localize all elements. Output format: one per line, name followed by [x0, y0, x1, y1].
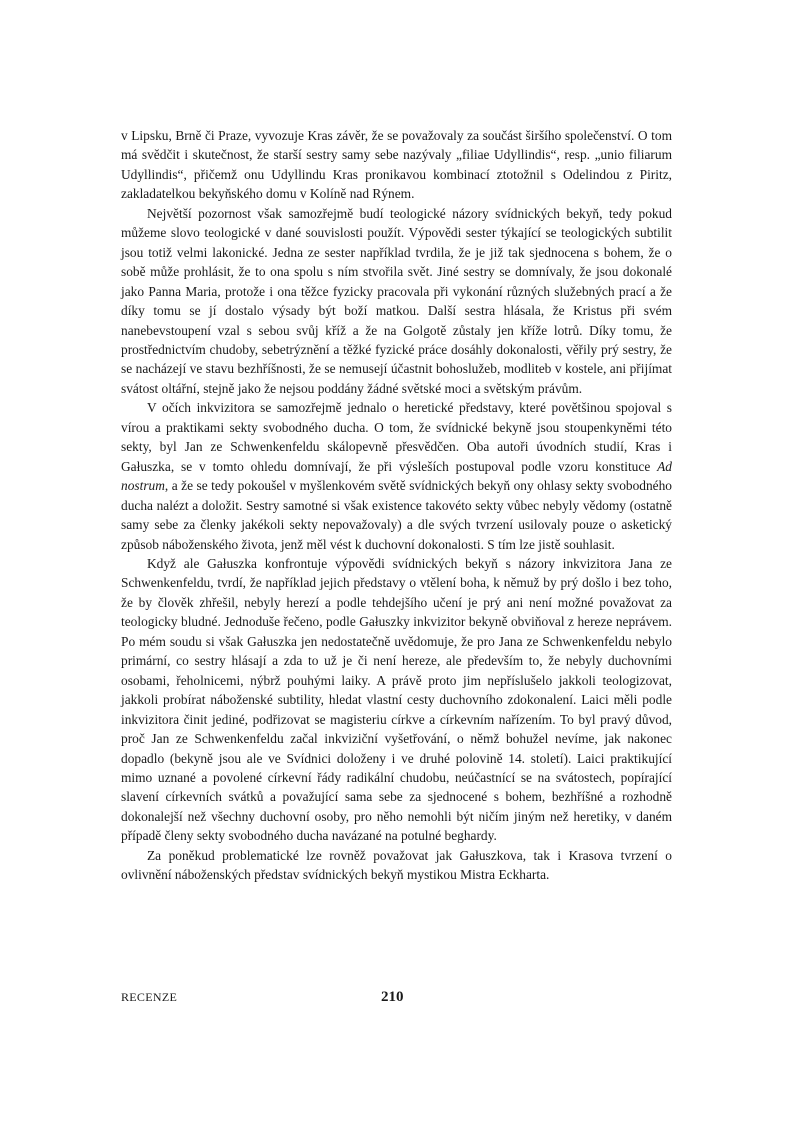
paragraph-3-text-before: V očích inkvizitora se samozřejmě jednalo o heretické představy, které povětšinou spojoval s vírou a praktikami sekty svobodného ducha. O tom, že svídnické bekyně jsou stoupenkyněmi této sekty, byl Jan ze Schwenkenfeldu skálopevně přesvědčen. Oba autoři úvodních studií, Kras i Gałuszka, se v tomto ohledu domnívají, že při výsleších postupoval podle vzoru konstituce — [121, 400, 672, 474]
paragraph-4: Když ale Gałuszka konfrontuje výpovědi svídnických bekyň s názory inkvizitora Jana ze Schwenkenfeldu, tvrdí, že například jejich představy o vtělení boha, k němuž by prý došlo i bez toho, že by člověk zhřešil, nebyly herezí a podle tehdejšího učení je prý ani není možné považovat za teologicky bludné. Jednoduše řečeno, podle Gałuszky inkvizitor bekyně obviňoval z hereze neprávem. Po mém soudu si však Gałuszka jen nedostatečně uvědomuje, že pro Jana ze Schwenkenfeldu nebylo primární, co sestry hlásají a zda to už je či není hereze, ale především to, že nebyly duchovními osobami, řeholnicemi, nýbrž pouhými laiky. A právě proto jim nepříslušelo jakkoli teologizovat, jakkoli probírat náboženské subtility, hledat vlastní cesty duchovního zdokonalení. Laici měli podle inkvizitora činit jediné, podřizovat se magisteriu církve a církevním nařízením. To byl pravý důvod, proč Jan ze Schwenkenfeldu začal inkviziční vyšetřování, o němž bohužel nevíme, jak nakonec dopadlo (bekyně jsou ale ve Svídnici doloženy i ve druhé polovině 14. století). Laici praktikující mimo uznané a povolené církevní řády radikální chudobu, neúčastnící se na svátostech, popírající slavení církevních svátků a považující sama sebe za sjednocené s bohem, bezhříšné a rozhodně dokonalejší než všechny duchovní osoby, pro něho nemohli být ničím jiným než heretiky, v daném případě členy sekty svobodného ducha navázané na potulné beghardy. — [121, 555, 672, 844]
paragraph-3-text-after: , a že se tedy pokoušel v myšlenkovém světě svídnických bekyň ony ohlasy sekty svobodného ducha nalézt a doložit. Sestry samotné si však existence takovéto sekty vůbec nebyly vědomy (ostatně samy sebe za členky jakékoli sekty nepovažovaly) a dle svých tvrzení usilovaly pouze o asketický způsob náboženského života, jenž měl vést k duchovní dokonalosti. S tím lze jistě souhlasit. — [121, 478, 672, 552]
paragraph-5: Za poněkud problematické lze rovněž považovat jak Gałuszkova, tak i Krasova tvrzení o ovlivnění náboženských představ svídnických bekyň mystikou Mistra Eckharta. — [121, 847, 672, 883]
paragraph-2: Největší pozornost však samozřejmě budí teologické názory svídnických bekyň, tedy pokud můžeme slovo teologické v dané souvislosti použít. Výpovědi sester týkající se teologických subtilit jsou totiž velmi lakonické. Jedna ze sester například tvrdila, že je již tak sjednocena s bohem, že o sobě může prohlásit, že to ona spolu s ním stvořila svět. Jiné sestry se domnívaly, že jsou dokonalé jako Panna Maria, protože i ona těžce fyzicky pracovala při vykonání různých služebných prací a že díky tomu se jí dostalo výsady být boží matkou. Další sestra hlásala, že Kristus při svém nanebevstoupení vzal s sebou svůj kříž a že na Golgotě zůstaly jen kříže lotrů. Díky tomu, že prostřednictvím chudoby, sebetrýznění a těžké fyzické práce dosáhly dokonalosti, věřily prý sestry, že se nacházejí ve stavu bezhříšnosti, že se nemusejí účastnit bohoslužeb, modliteb v kostele, ani přijímat svátost oltářní, stejně jako že nejsou poddány žádné světské moci a světským právům. — [121, 205, 672, 396]
page-number: 210 — [381, 989, 404, 1005]
paragraph-1: v Lipsku, Brně či Praze, vyvozuje Kras závěr, že se považovaly za součást širšího společenství. O tom má svědčit i skutečnost, že starší sestry samy sebe nazývaly „filiae Udyllindis“, resp. „unio filiarum Udyllindis“, přičemž onu Udyllindu Kras pronikavou kombinací ztotožnil s Odelindou z Piritz, zakladatelkou bekyňského domu v Kolíně nad Rýnem. — [121, 128, 672, 202]
constitution-title: Ad nostrum — [121, 458, 672, 494]
paragraph-3 — [121, 398, 672, 554]
article-text — [121, 126, 672, 885]
page-footer — [121, 990, 672, 1010]
page-body — [121, 126, 672, 885]
section-label: RECENZE — [121, 990, 178, 1004]
